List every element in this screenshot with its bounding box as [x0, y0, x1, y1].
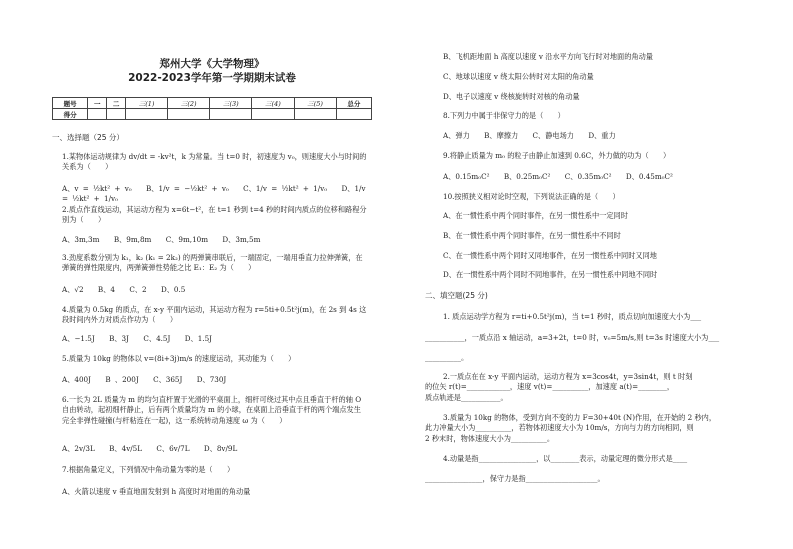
score-cell-3-5: 三(5)	[294, 98, 336, 109]
exam-title-university: 郑州大学《大学物理》	[159, 58, 265, 70]
fill2-line1: 2.一质点在在 x-y 平面内运动，运动方程为 x=3cos4t，y=3sin4t，则 t 时刻	[443, 372, 693, 381]
section2-heading: 二、填空题(25 分)	[425, 291, 488, 300]
q5-options: A、400J B 、200J C、365J D、730J	[62, 375, 227, 384]
score-blank	[294, 109, 336, 120]
score-blank	[107, 109, 126, 120]
q1-options: A、v = ½kt² + v₀ B、1/v = −½kt² + v₀ C、1/v = ½kt² + 1/v₀ D、1/v = ½kt² + 1/v₀	[62, 184, 366, 204]
q8-options: A、弹力 B、摩擦力 C、静电场力 D、重力	[443, 131, 616, 140]
score-table-header-row	[53, 98, 372, 109]
fill4-line1: 4.动量是指________________，以________表示，动量定理的微分形式是____	[443, 454, 688, 463]
fill3-line3: 2 秒末时，物体速度大小为__________。	[425, 434, 555, 443]
q4-stem: 4.质量为 0.5kg 的质点，在 x-y 平面内运动，其运动方程为 r=5ti+0.5t²j(m)，在 2s 到 4s 这段时间内外力对质点作功为（ ）	[62, 305, 367, 325]
fill3-line1: 3.质量为 10kg 的物体，受到方向不变的力 F=30+40t (N)作用，在开始的 2 秒内，	[443, 413, 717, 422]
q5-stem: 5.质量为 10kg 的物体以 v=(8i+3j)m/s 的速度运动，其动能为（ ）	[62, 354, 296, 363]
fill1-line3: __________。	[425, 353, 469, 362]
score-blank	[210, 109, 252, 120]
q7-option-c: C、地球以速度 v 绕太阳公转时对太阳的角动量	[443, 72, 594, 81]
score-cell-total: 总分	[336, 98, 371, 109]
fill1-line2: ___________，一质点沿 x 轴运动，a=3+2t，t=0 时，v₀=5m/s,则 t=3s 时速度大小为___	[425, 333, 720, 342]
q9-stem: 9.将静止质量为 m₀ 的粒子由静止加速到 0.6C，外力做的功为（ ）	[443, 151, 671, 160]
q8-stem: 8.下列力中属于非保守力的是（ ）	[443, 111, 565, 120]
score-blank	[126, 109, 168, 120]
q10-option-d: D、在一惯性系中两个同时不同地事件，在另一惯性系中同地不同时	[443, 270, 658, 279]
q10-option-c: C、在一惯性系中两个同时又同地事件，在另一惯性系中同时又同地	[443, 251, 657, 260]
fill2-line2: 的位矢 r(t)=____________，速度 v(t)=__________，加速度 a(t)=________，	[425, 382, 675, 391]
score-row-label: 得分	[53, 109, 88, 120]
q3-options: A、√2 B、4 C、2 D、0.5	[62, 285, 186, 294]
q2-options: A、3m,3m B、9m,8m C、9m,10m D、3m,5m	[62, 235, 261, 244]
q1-stem: 1.某物体运动规律为 dv/dt = -kv²t，k 为常量。当 t=0 时，初速度为 v₀，则速度大小与时间的关系为（ ）	[62, 152, 367, 172]
score-cell-3-2: 三(2)	[168, 98, 210, 109]
q10-option-b: B、在一惯性系中两个同时事件，在另一惯性系中不同时	[443, 231, 621, 240]
fill2-line3: 质点轨迹是___________。	[425, 393, 508, 402]
fill1-line1: 1. 质点运动学方程为 r=ti+0.5t²j(m)，当 t=1 秒时，质点切向加速度大小为___	[443, 312, 702, 321]
q6-options: A、2v/3L B、4v/5L C、6v/7L D、8v/9L	[62, 444, 238, 453]
q6-stem: 6.一长为 2L 质量为 m 的均匀直杆置于光滑的平桌面上，细杆可绕过其中点且垂直于杆的轴 O 自由转动，起初细杆静止，后有两个质量均为 m 的小球，在桌面上沿垂直于杆的两个端点发生完全非弹性碰撞(与杆粘连在一起)，这一系统转动角速度 ω 为（ ）	[62, 395, 362, 425]
fill3-line2: 此力冲量大小为__________，若物体初速度大小为 10m/s，方向与力的方向相同，则	[425, 423, 694, 432]
q4-options: A、−1.5J B、3J C、4.5J D、1.5J	[62, 334, 213, 343]
exam-title-term: 2022-2023学年第一学期期末试卷	[128, 72, 296, 84]
section1-heading: 一、选择题（25 分）	[52, 133, 124, 142]
score-blank	[336, 109, 371, 120]
score-cell-label: 题号	[53, 98, 88, 109]
q7-option-b: B、飞机距地面 h 高度以速度 v 沿水平方向飞行时对地面的角动量	[443, 52, 653, 61]
q10-option-a: A、在一惯性系中两个同时事件，在另一惯性系中一定同时	[443, 211, 628, 220]
score-blank	[88, 109, 107, 120]
score-blank	[252, 109, 294, 120]
q7-stem: 7.根据角量定义，下列情况中角动量为零的是（ ）	[62, 465, 235, 474]
fill4-line2: ________________，保守力是指____________________。	[425, 474, 605, 483]
score-cell-2: 二	[107, 98, 126, 109]
score-cell-1: 一	[88, 98, 107, 109]
q9-options: A、0.15m₀C² B、0.25m₀C² C、0.35m₀C² D、0.45m₀C²	[443, 172, 673, 181]
q7-option-d: D、电子以速度 v 绕核旋转时对核的角动量	[443, 92, 580, 101]
score-blank	[168, 109, 210, 120]
score-table	[52, 97, 372, 120]
score-cell-3-3: 三(3)	[210, 98, 252, 109]
q10-stem: 10.按照狭义相对论时空观，下列说法正确的是（ ）	[443, 192, 620, 201]
score-table-score-row	[53, 109, 372, 120]
q7-option-a: A、火箭以速度 v 垂直地面发射到 h 高度时对地面的角动量	[62, 487, 251, 496]
score-cell-3-4: 三(4)	[252, 98, 294, 109]
q2-stem: 2.质点作直线运动，其运动方程为 x=6t−t²，在 t=1 秒到 t=4 秒的时间内质点的位移和路程分别为（ ）	[62, 205, 367, 225]
score-cell-3-1: 三(1)	[126, 98, 168, 109]
q3-stem: 3.劲度系数分别为 k₁，k₂ (k₁ = 2k₂) 的两弹簧串联后，一端固定，一端用垂直力拉伸弹簧，在弹簧的弹性限度内，两弹簧弹性势能之比 E₁：E₂ 为（ ）	[62, 253, 363, 273]
